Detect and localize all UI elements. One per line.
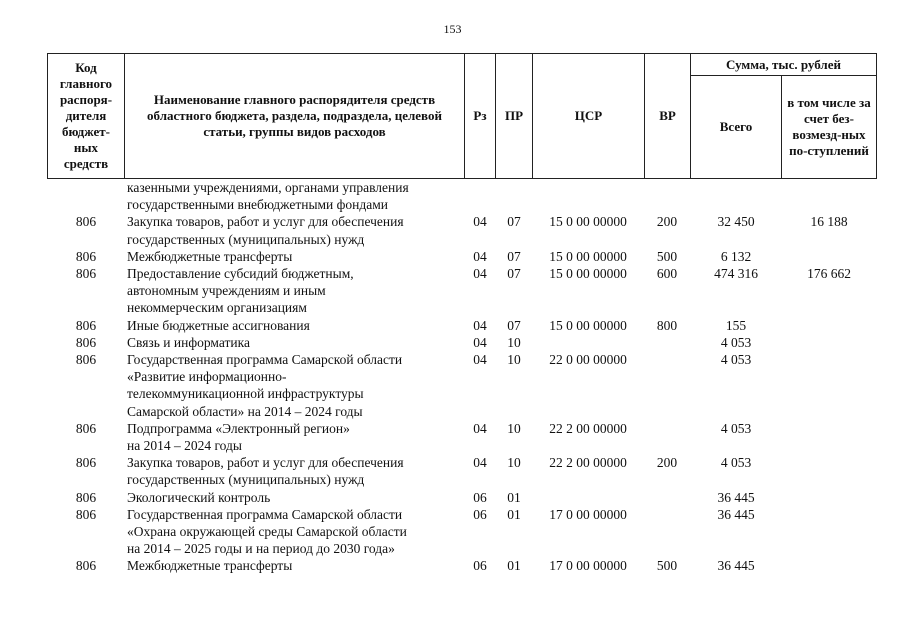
- cell-vr: 500: [656, 558, 678, 574]
- cell-code: 806: [75, 214, 97, 230]
- cell-code: 806: [75, 489, 97, 505]
- cell-name: государственных (муниципальных) нужд: [127, 231, 365, 247]
- cell-name: государственными внебюджетными фондами: [127, 197, 389, 213]
- cell-pr: 07: [507, 317, 521, 333]
- cell-total: 36 445: [717, 558, 755, 574]
- cell-code: 806: [75, 506, 97, 522]
- cell-code: 806: [75, 248, 97, 264]
- header-csr: ЦСР: [574, 108, 603, 123]
- cell-name: Связь и информатика: [127, 334, 250, 350]
- cell-pr: 07: [507, 214, 521, 230]
- cell-code: 806: [75, 334, 97, 350]
- cell-rz: 04: [473, 266, 487, 281]
- cell-total: 36 445: [717, 489, 755, 505]
- cell-rz: 04: [473, 352, 487, 367]
- header-col-divider: [47, 53, 48, 179]
- cell-pr: 10: [507, 420, 521, 436]
- cell-total: 6 132: [720, 248, 752, 264]
- cell-pr: 01: [507, 506, 521, 522]
- cell-name: Иные бюджетные ассигнования: [127, 317, 310, 333]
- cell-name: Закупка товаров, работ и услуг для обеспечения: [127, 455, 404, 471]
- header-pr: ПР: [504, 108, 524, 123]
- cell-code: 806: [75, 420, 97, 436]
- cell-total: 4 053: [720, 352, 752, 367]
- header-sum-group: Сумма, тыс. рублей: [726, 56, 841, 72]
- cell-incl: 16 188: [810, 214, 848, 230]
- header-total: Всего: [719, 119, 753, 134]
- cell-total: 4 053: [720, 455, 752, 471]
- cell-name: Государственная программа Самарской области: [127, 506, 403, 522]
- header-col-divider: [124, 53, 125, 179]
- cell-name: Экологический контроль: [127, 489, 271, 505]
- cell-incl: 176 662: [807, 266, 851, 281]
- header-code: Код главного распоря-дителя бюджет-ных средств: [59, 60, 113, 171]
- cell-name: «Охрана окружающей среды Самарской области: [127, 524, 407, 539]
- cell-total: 32 450: [717, 214, 755, 230]
- cell-name: автономным учреждениям и иным: [127, 283, 326, 299]
- header-vr: ВР: [659, 108, 676, 123]
- cell-name: телекоммуникационной инфраструктуры: [127, 386, 364, 402]
- cell-csr: 15 0 00 00000: [549, 214, 627, 230]
- cell-name: Предоставление субсидий бюджетным,: [127, 266, 354, 281]
- cell-code: 806: [75, 558, 97, 574]
- cell-name: Межбюджетные трансферты: [127, 558, 293, 574]
- cell-rz: 06: [473, 558, 487, 574]
- cell-name: казенными учреждениями, органами управления: [127, 180, 409, 195]
- cell-rz: 04: [473, 334, 487, 350]
- cell-csr: 15 0 00 00000: [549, 248, 627, 264]
- cell-code: 806: [75, 352, 97, 367]
- cell-vr: 200: [656, 214, 678, 230]
- cell-vr: 500: [656, 248, 678, 264]
- page-number: 153: [443, 22, 462, 36]
- cell-pr: 10: [507, 352, 521, 367]
- cell-vr: 600: [656, 266, 678, 281]
- cell-pr: 07: [507, 266, 521, 281]
- cell-csr: 15 0 00 00000: [549, 317, 627, 333]
- cell-code: 806: [75, 455, 97, 471]
- header-name: Наименование главного распорядителя средств областного бюджета, раздела, подраздела, целевой статьи, группы видов расходов: [147, 92, 442, 139]
- cell-total: 36 445: [717, 506, 755, 522]
- cell-name: Государственная программа Самарской области: [127, 352, 403, 367]
- cell-vr: 800: [656, 317, 678, 333]
- cell-name: Межбюджетные трансферты: [127, 248, 293, 264]
- cell-csr: 17 0 00 00000: [549, 506, 627, 522]
- cell-pr: 07: [507, 248, 521, 264]
- cell-name: Закупка товаров, работ и услуг для обеспечения: [127, 214, 404, 230]
- header-col-divider: [876, 53, 877, 179]
- cell-name: некоммерческим организациям: [127, 300, 307, 316]
- cell-total: 4 053: [720, 420, 752, 436]
- cell-rz: 04: [473, 317, 487, 333]
- header-incl: в том числе за счет без-возмезд-ных по-ступлений: [787, 95, 871, 158]
- cell-code: 806: [75, 266, 97, 281]
- cell-name: на 2014 – 2024 годы: [127, 438, 242, 453]
- cell-csr: 17 0 00 00000: [549, 558, 627, 574]
- cell-name: государственных (муниципальных) нужд: [127, 472, 365, 488]
- cell-rz: 04: [473, 455, 487, 471]
- cell-pr: 01: [507, 489, 521, 505]
- cell-rz: 04: [473, 248, 487, 264]
- cell-csr: 22 2 00 00000: [549, 420, 627, 436]
- header-rz: Рз: [473, 108, 487, 123]
- cell-csr: 22 2 00 00000: [549, 455, 627, 471]
- cell-pr: 10: [507, 455, 521, 471]
- cell-total: 155: [725, 317, 747, 333]
- cell-rz: 04: [473, 214, 487, 230]
- cell-rz: 06: [473, 506, 487, 522]
- cell-total: 4 053: [720, 334, 752, 350]
- cell-pr: 10: [507, 334, 521, 350]
- cell-csr: 22 0 00 00000: [549, 352, 627, 367]
- cell-rz: 06: [473, 489, 487, 505]
- cell-csr: 15 0 00 00000: [549, 266, 627, 281]
- cell-code: 806: [75, 317, 97, 333]
- cell-name: «Развитие информационно-: [127, 369, 287, 385]
- cell-name: Подпрограмма «Электронный регион»: [127, 420, 350, 436]
- cell-name: на 2014 – 2025 годы и на период до 2030 года»: [127, 541, 395, 557]
- cell-rz: 04: [473, 420, 487, 436]
- header-col-divider: [781, 75, 782, 179]
- cell-total: 474 316: [714, 266, 758, 281]
- cell-pr: 01: [507, 558, 521, 574]
- cell-name: Самарской области» на 2014 – 2024 годы: [127, 403, 363, 419]
- cell-vr: 200: [656, 455, 678, 471]
